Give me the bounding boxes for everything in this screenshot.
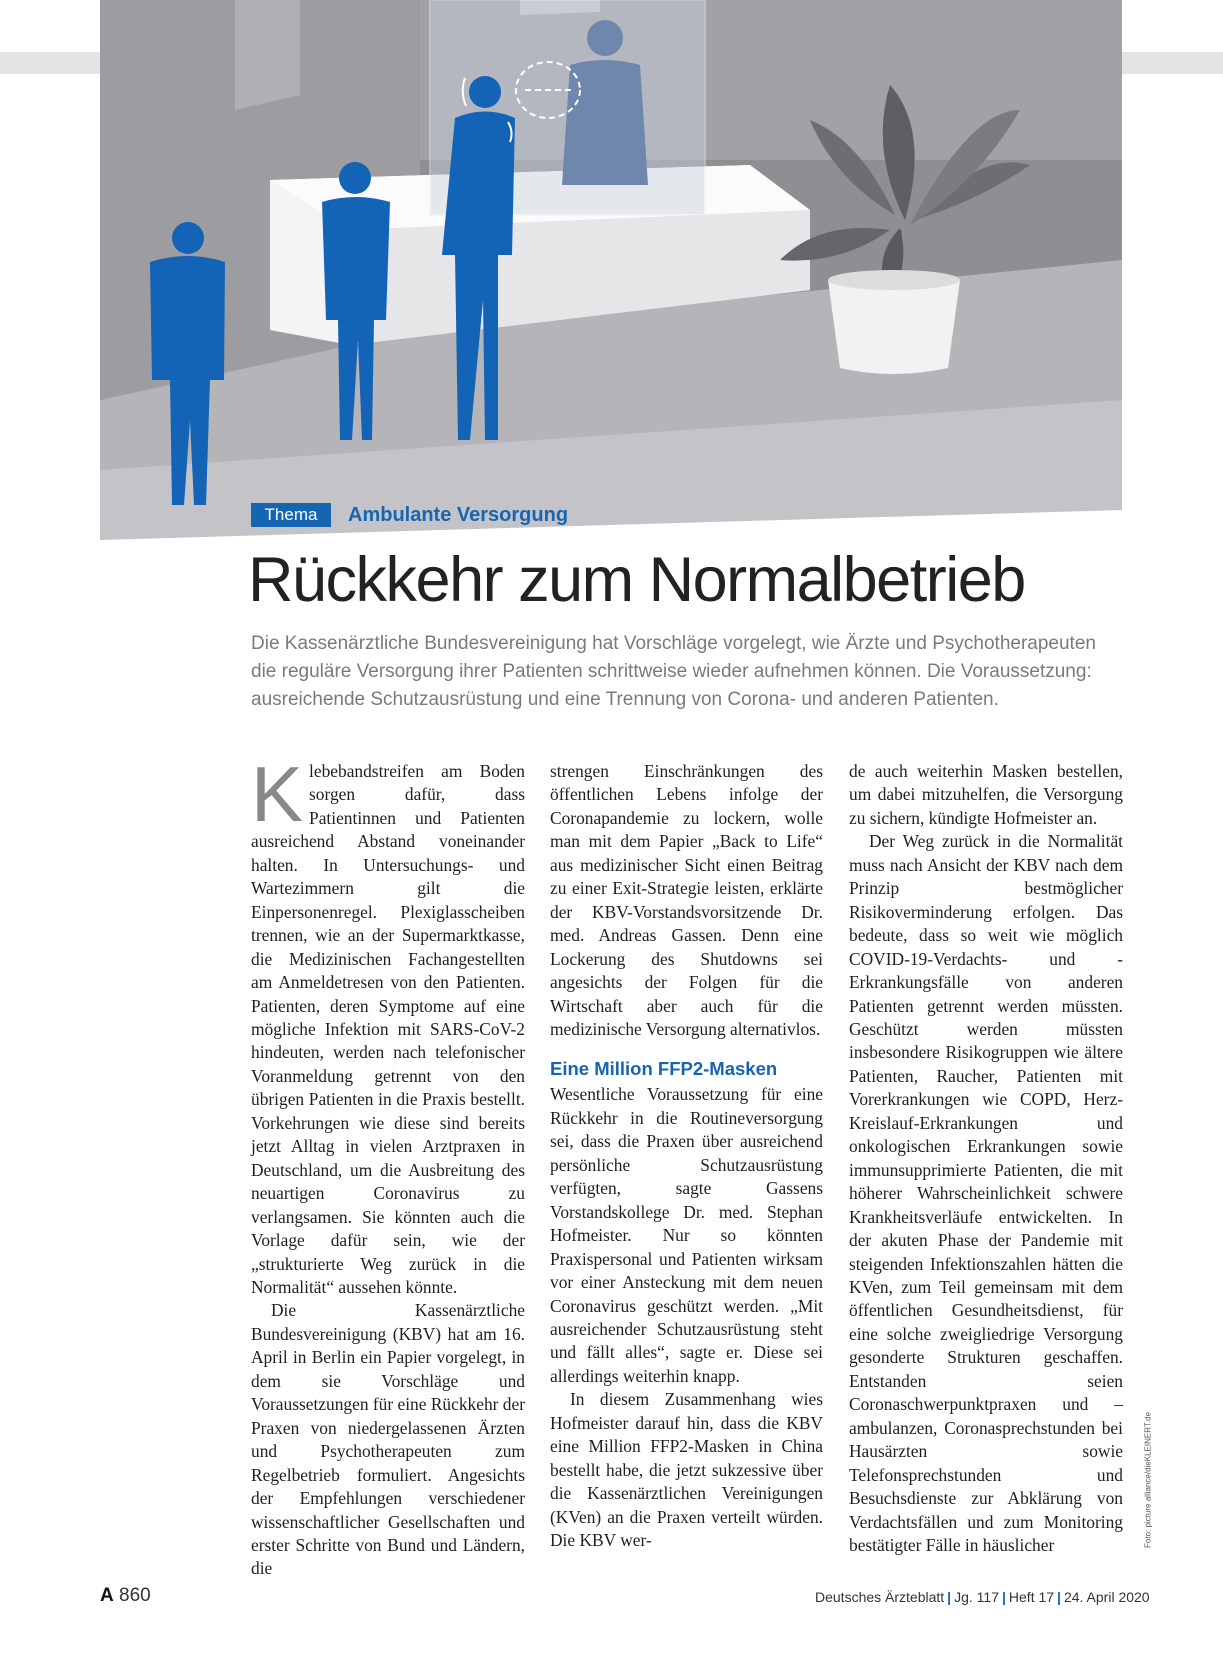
paragraph: strengen Einschränkungen des öffentlichen Lebens infolge der Coronapandemie zu lockern, wolle man mit dem Papier „Back to Life“ aus medizinischer Sicht einen Beitrag zu einer Exit-Strategie leisten, erklärte der KBV-Vorstandsvorsitzende Dr. med. Andreas Gassen. Denn eine Lockerung des Shutdowns sei angesichts der Folgen für die Wirtschaft aber auch für die medizinische Versorgung alternativlos. bbox=[550, 761, 823, 1039]
issue-date: 24. April 2020 bbox=[1063, 1589, 1150, 1605]
folio-letter: A bbox=[100, 1585, 114, 1606]
article-lead: Die Kassenärztliche Bundesvereinigung hat Vorschläge vorgelegt, wie Ärzte und Psychotherapeuten die reguläre Versorgung ihrer Patienten schrittweise wieder aufnehmen können. Die Voraussetzung: ausreichende Schutzausrüstung und eine Trennung von Corona- und anderen Patienten. bbox=[251, 633, 1096, 710]
section-tag: Thema bbox=[251, 503, 331, 527]
footer-citation: Deutsches Ärzteblatt | Jg. 117 | Heft 17 | 24. April 2020 bbox=[815, 1589, 1150, 1605]
volume: Jg. 117 bbox=[954, 1589, 999, 1605]
paragraph-text: lebebandstreifen am Boden sorgen dafür, dass Patientinnen und Patienten ausreichend Abstand voneinander halten. In Untersuchungs- und Wartezimmern gilt die Einpersonenregel. Plexiglasscheiben trennen, wie an der Supermarktkasse, die Medizinischen Fachangestellten am Anmeldetresen von den Patienten. Patienten, deren Symptome auf eine mögliche Infektion mit SARS-CoV-2 hindeuten, werden nach telefonischer Voranmeldung getrennt von den übrigen Patienten in die Praxis bestellt. Vorkehrungen wie diese sind bereits jetzt Alltag in vielen Arztpraxen in Deutschland, um die Ausbreitung des neuartigen Coronavirus zu verlangsamen. Sie könnten auch die Vorlage dafür sein, wie der „strukturierte Weg zurück in die Normalität“ aussehen könnte. bbox=[251, 761, 525, 1297]
category-label: Ambulante Versorgung bbox=[348, 504, 569, 526]
page-number bbox=[100, 1585, 151, 1607]
folio-number: 860 bbox=[119, 1585, 151, 1606]
subheading: Eine Million FFP2-Masken bbox=[550, 1058, 778, 1080]
paragraph: In diesem Zusammenhang wies Hofmeister darauf hin, dass die KBV eine Million FFP2-Masken in China bestellt habe, die jetzt sukzessive über die Kassenärztlichen Vereinigungen (KVen) an die Praxen verteilt würden. Die KBV wer- bbox=[550, 1389, 823, 1551]
wall-panel-left bbox=[235, 0, 300, 110]
paragraph: de auch weiterhin Masken bestellen, um dabei mitzuhelfen, die Versorgung zu sichern, kündigte Hofmeister an. bbox=[849, 761, 1123, 828]
paragraph: Die Kassenärztliche Bundesvereinigung (KBV) hat am 16. April in Berlin ein Papier vorgelegt, in dem sie Vorschläge und Voraussetzungen für eine Rückkehr der Praxen von niedergelassenen Ärzten und Psychotherapeuten zum Regelbetrieb formuliert. Angesichts der Empfehlungen verschiedener wissenschaftlicher Gesellschaften und erster Schritte von Bund und Ländern, die bbox=[251, 1300, 525, 1579]
paragraph: Der Weg zurück in die Normalität muss nach Ansicht der KBV nach dem Prinzip bestmöglicher Risikoverminderung erfolgen. Das bedeute, dass so weit wie möglich COVID-19-Verdachts- und -Erkrankungsfälle von anderen Patienten getrennt werden müssten. Geschützt werden müssten insbesondere Risikogruppen wie ältere Patienten, Raucher, Patienten mit Vorerkrankungen wie COPD, Herz-Kreislauf-Erkrankungen und onkologischen Erkrankungen sowie immunsupprimierte Patienten, die mit höherer Wahrscheinlichkeit schwere Krankheitsverläufe entwickelten. In der akuten Phase der Pandemie mit steigenden Infektionszahlen hätten die KVen, zum Teil gemeinsam mit dem öffentlichen Gesundheitsdienst, für eine solche zweigliedrige Versorgung gesonderte Strukturen geschaffen. Entstanden seien Coronaschwerpunktpraxen und – ambulanzen, Coronasprechstunden bei Hausärzten sowie Telefonsprechstunden und Besuchsdienste zur Abklärung von Verdachtsfällen und zum Monitoring bestätigter Fälle in häuslicher bbox=[849, 831, 1123, 1555]
article-column-2 bbox=[550, 760, 823, 1553]
top-band-right bbox=[1122, 52, 1223, 74]
paragraph: Wesentliche Voraussetzung für eine Rückkehr in die Routineversorgung sei, dass die Praxen über ausreichend persönliche Schutzausrüstung verfügten, sagte Gassens Vorstandskollege Dr. med. Stephan Hofmeister. Nur so könnten Praxispersonal und Patienten wirksam vor einer Ansteckung mit dem neuen Coronavirus geschützt werden. „Mit ausreichender Schutzausrüstung steht und fällt alles“, sagte er. Diese sei allerdings weiterhin knapp. bbox=[550, 1084, 823, 1386]
journal-name: Deutsches Ärzteblatt bbox=[815, 1589, 945, 1605]
article-title: Rückkehr zum Normalbetrieb bbox=[248, 545, 1025, 615]
paragraph bbox=[251, 750, 525, 1299]
article-column-1 bbox=[251, 750, 525, 1581]
photo-credit: Foto: picture alliance/dieKLEINERT.de bbox=[1143, 1412, 1153, 1548]
top-band-left bbox=[0, 52, 100, 74]
issue: Heft 17 bbox=[1008, 1589, 1055, 1605]
drop-cap: K bbox=[251, 750, 304, 838]
article-column-3 bbox=[849, 760, 1123, 1557]
